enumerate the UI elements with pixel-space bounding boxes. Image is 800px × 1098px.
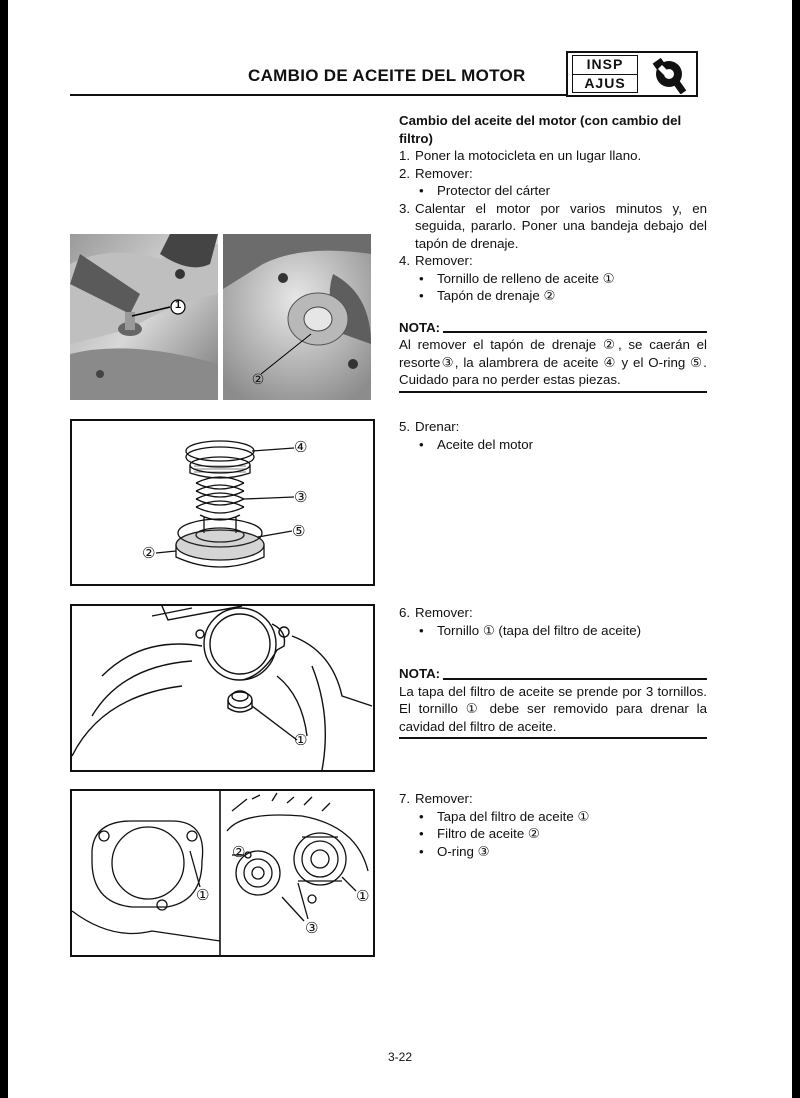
note-header	[399, 319, 707, 337]
bullet-item: • O-ring ③	[399, 843, 707, 861]
note-end-rule	[399, 737, 707, 739]
step-text: Calentar el motor por varios minutos y, en seguida, pararlo. Poner una bandeja debajo del tapón de drenaje.	[415, 200, 707, 251]
bullet-item: • Protector del cárter	[399, 182, 707, 200]
badge-text-box	[572, 55, 638, 93]
bullet-item: • Aceite del motor	[399, 436, 707, 454]
step-number: 2.	[399, 165, 411, 181]
manual-page	[8, 0, 792, 1098]
wrench-icon	[644, 56, 694, 94]
step-text: Remover:	[415, 605, 473, 620]
section-2-text	[399, 418, 707, 453]
step-number: 4.	[399, 253, 411, 268]
section-4-text	[399, 790, 707, 860]
callout-1-cover: ①	[196, 887, 210, 904]
step-6	[399, 604, 707, 622]
page-number: 3-22	[387, 1050, 413, 1064]
step-number: 5.	[399, 419, 411, 434]
badge-line-2: AJUS	[573, 74, 637, 93]
note-rule	[443, 678, 707, 680]
section-3-text	[399, 604, 707, 739]
bullet-item: • Tornillo de relleno de aceite ①	[399, 270, 707, 288]
callout-2: ②	[251, 371, 265, 387]
step-text: Drenar:	[415, 419, 460, 434]
note-end-rule	[399, 391, 707, 393]
photo-oil-filler-bolt	[70, 234, 218, 400]
step-7	[399, 790, 707, 808]
bullet-item: • Filtro de aceite ②	[399, 825, 707, 843]
callout-5: ⑤	[292, 523, 306, 540]
note-text: La tapa del filtro de aceite se prende por 3 tornillos. El tornillo ① debe ser removido para drenar la cavidad del filtro de aceite.	[399, 683, 707, 734]
step-2	[399, 165, 707, 183]
photo-drain-plug	[223, 234, 371, 400]
bullet-item: • Tornillo ① (tapa del filtro de aceite)	[399, 622, 707, 640]
callout-2: ②	[232, 844, 246, 861]
badge-line-1: INSP	[586, 56, 624, 72]
step-number: 6.	[399, 605, 411, 620]
step-1	[399, 147, 707, 165]
note-label: NOTA:	[399, 319, 441, 335]
callout-1: ①	[294, 732, 308, 749]
callout-1: ①	[356, 888, 370, 905]
step-5	[399, 418, 707, 436]
step-text: Remover:	[415, 791, 473, 806]
note-label: NOTA:	[399, 666, 441, 681]
bullet-item: • Tapa del filtro de aceite ①	[399, 808, 707, 826]
step-number: 7.	[399, 791, 411, 806]
section-badge	[566, 51, 698, 97]
callout-3: ③	[294, 489, 308, 506]
figure-filter-parts	[70, 789, 375, 957]
step-number: 1.	[399, 148, 411, 163]
section-1-text	[399, 112, 707, 393]
bullet-item: • Tapón de drenaje ②	[399, 287, 707, 305]
step-text: Remover:	[415, 165, 473, 181]
step-3	[399, 200, 707, 253]
callout-2: ②	[142, 545, 156, 562]
step-number: 3.	[399, 200, 411, 216]
figure-filter-cover-bolt	[70, 604, 375, 772]
note-text: Al remover el tapón de drenaje ②, se caerán el resorte③, la alambrera de aceite ④ y el O-ring ⑤. Cuidado para no perder estas piezas.	[399, 337, 707, 387]
step-text: Remover:	[415, 253, 473, 268]
title-underline	[70, 94, 568, 96]
figure-drain-plug-parts	[70, 419, 375, 586]
callout-4: ④	[294, 439, 308, 456]
procedure-heading: Cambio del aceite del motor (con cambio del filtro)	[399, 113, 682, 146]
step-text: Poner la motocicleta en un lugar llano.	[415, 148, 642, 163]
note-header	[399, 665, 707, 683]
callout-1: 1	[174, 299, 182, 311]
callout-3: ③	[305, 920, 319, 937]
page-title: CAMBIO DE ACEITE DEL MOTOR	[248, 66, 526, 85]
note-rule	[443, 331, 707, 333]
step-4	[399, 252, 707, 270]
